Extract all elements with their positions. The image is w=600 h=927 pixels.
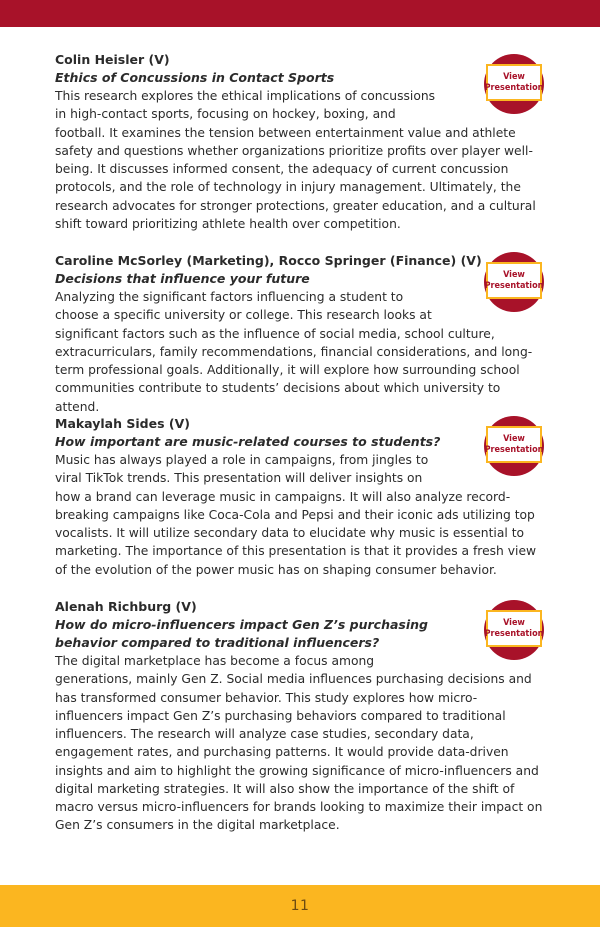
page-number: 11 bbox=[290, 898, 310, 914]
view-presentation-button[interactable] bbox=[484, 54, 544, 114]
button-line-2: Presentation bbox=[484, 280, 544, 291]
presenter-name: Alenah Richburg (V) bbox=[55, 599, 197, 614]
view-presentation-label bbox=[486, 426, 542, 463]
header-bar bbox=[0, 0, 600, 27]
abstract-text: Analyzing the significant factors influencing a student to choose a specific university or college. This research looks at significant factors such as the influence of social media, school culture, extracurriculars, family recommendations, financial considerations, and long-term professional goals. Additionally, it will explore how surrounding school communities contribute to students’ decisions about which university to attend. bbox=[55, 290, 533, 414]
view-presentation-label bbox=[486, 610, 542, 647]
presentation-title: Decisions that influence your future bbox=[55, 271, 310, 286]
presentation-abstract bbox=[55, 288, 545, 416]
view-presentation-button[interactable] bbox=[484, 252, 544, 312]
presentation-entry bbox=[55, 51, 545, 233]
abstract-text: This research explores the ethical implications of concussions in high-contact sports, focusing on hockey, boxing, and football. It examines the tension between entertainment value and athlete safety and questions whether organizations prioritize profits over player well-being. It discusses informed consent, the adequacy of current concussion protocols, and the role of technology in injury management. Ultimately, the research advocates for stronger protections, greater education, and a cultural shift toward prioritizing athlete health over competition. bbox=[55, 89, 536, 231]
presenter-name: Colin Heisler (V) bbox=[55, 52, 170, 67]
presenter-name: Caroline McSorley (Marketing), Rocco Springer (Finance) (V) bbox=[55, 253, 482, 268]
presentation-entry bbox=[55, 598, 545, 835]
presentation-title: How important are music-related courses to students? bbox=[55, 434, 441, 449]
button-line-2: Presentation bbox=[484, 82, 544, 93]
abstract-text: The digital marketplace has become a focus among generations, mainly Gen Z. Social media influences purchasing decisions and has transformed consumer behavior. This study explores how micro-influencers impact Gen Z’s purchasing behaviors compared to traditional influencers. The research will analyze case studies, secondary data, engagement rates, and purchasing patterns. It would provide data-driven insights and aim to highlight the growing significance of micro-influencers and digital marketing strategies. It will also show the importance of the shift of macro versus micro-influencers for brands looking to maximize their impact on Gen Z’s consumers in the digital marketplace. bbox=[55, 654, 543, 833]
button-line-1: View bbox=[503, 269, 525, 280]
presenter-name: Makaylah Sides (V) bbox=[55, 416, 190, 431]
button-line-2: Presentation bbox=[484, 628, 544, 639]
presentation-abstract bbox=[55, 652, 545, 835]
button-line-1: View bbox=[503, 433, 525, 444]
view-presentation-button[interactable] bbox=[484, 600, 544, 660]
button-line-1: View bbox=[503, 617, 525, 628]
presentation-entry bbox=[55, 415, 545, 579]
footer-bar bbox=[0, 885, 600, 927]
view-presentation-label bbox=[486, 64, 542, 101]
view-presentation-button[interactable] bbox=[484, 416, 544, 476]
presentation-abstract bbox=[55, 451, 545, 579]
presentation-entry bbox=[55, 252, 545, 416]
presentation-title: Ethics of Concussions in Contact Sports bbox=[55, 70, 335, 85]
view-presentation-label bbox=[486, 262, 542, 299]
presentation-abstract bbox=[55, 87, 545, 233]
button-line-1: View bbox=[503, 71, 525, 82]
abstract-text: Music has always played a role in campaigns, from jingles to viral TikTok trends. This presentation will deliver insights on how a brand can leverage music in campaigns. It will also analyze record-breaking campaigns like Coca-Cola and Pepsi and their iconic ads utilizing top vocalists. It will utilize secondary data to elucidate why music is essential to marketing. The importance of this presentation is that it provides a fresh view of the evolution of the power music has on shaping consumer behavior. bbox=[55, 453, 537, 577]
button-line-2: Presentation bbox=[484, 444, 544, 455]
presentation-title: How do micro-influencers impact Gen Z’s purchasing behavior compared to traditional influencers? bbox=[55, 617, 428, 650]
